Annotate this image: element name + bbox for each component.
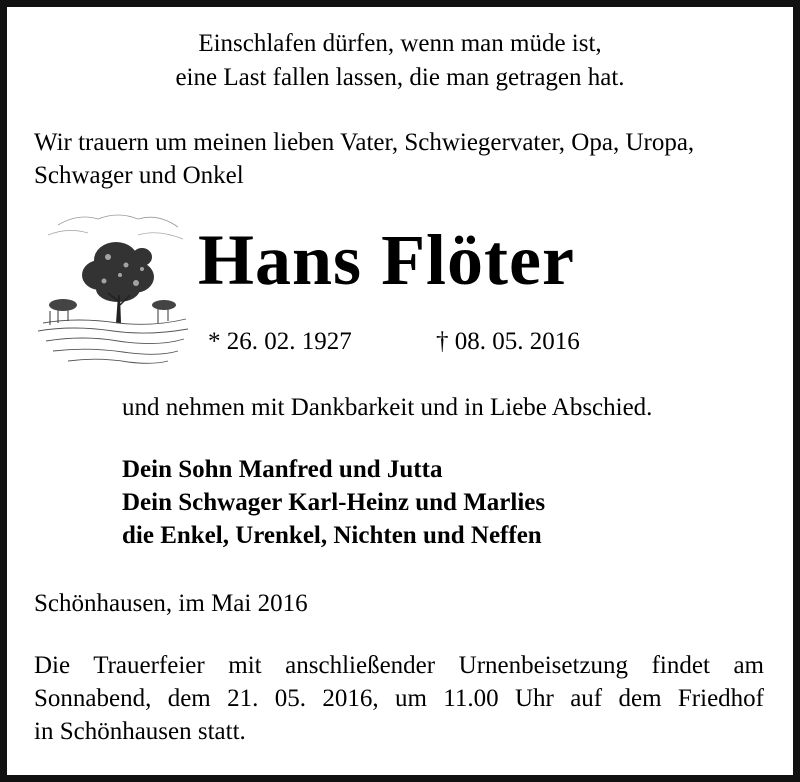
birth-date: * 26. 02. 1927 — [208, 328, 352, 355]
intro-line-2: Schwager und Onkel — [34, 162, 244, 189]
farewell-text: und nehmen mit Dankbarkeit und in Liebe Abschied. — [122, 394, 653, 421]
service-line-2: Sonnabend, dem 21. 05. 2016, um 11.00 Uhr auf dem Friedhof — [34, 685, 764, 712]
tree-landscape-icon — [38, 205, 188, 370]
deceased-name: Hans Flöter — [198, 220, 575, 300]
mourner-line: Dein Schwager Karl-Heinz und Marlies — [122, 489, 546, 516]
mourner-line: Dein Sohn Manfred und Jutta — [122, 456, 443, 483]
motto-line-2: eine Last fallen lassen, die man getragen hat. — [175, 64, 625, 91]
place-date: Schönhausen, im Mai 2016 — [34, 590, 308, 617]
service-line-1: Die Trauerfeier mit anschließender Urnenbeisetzung findet am — [34, 652, 764, 679]
death-date: † 08. 05. 2016 — [436, 328, 580, 355]
intro-line-1: Wir trauern um meinen lieben Vater, Schwiegervater, Opa, Uropa, — [34, 129, 695, 156]
service-line-3: in Schönhausen statt. — [34, 718, 246, 745]
mourner-line: die Enkel, Urenkel, Nichten und Neffen — [122, 522, 542, 549]
motto-line-1: Einschlafen dürfen, wenn man müde ist, — [198, 30, 602, 57]
